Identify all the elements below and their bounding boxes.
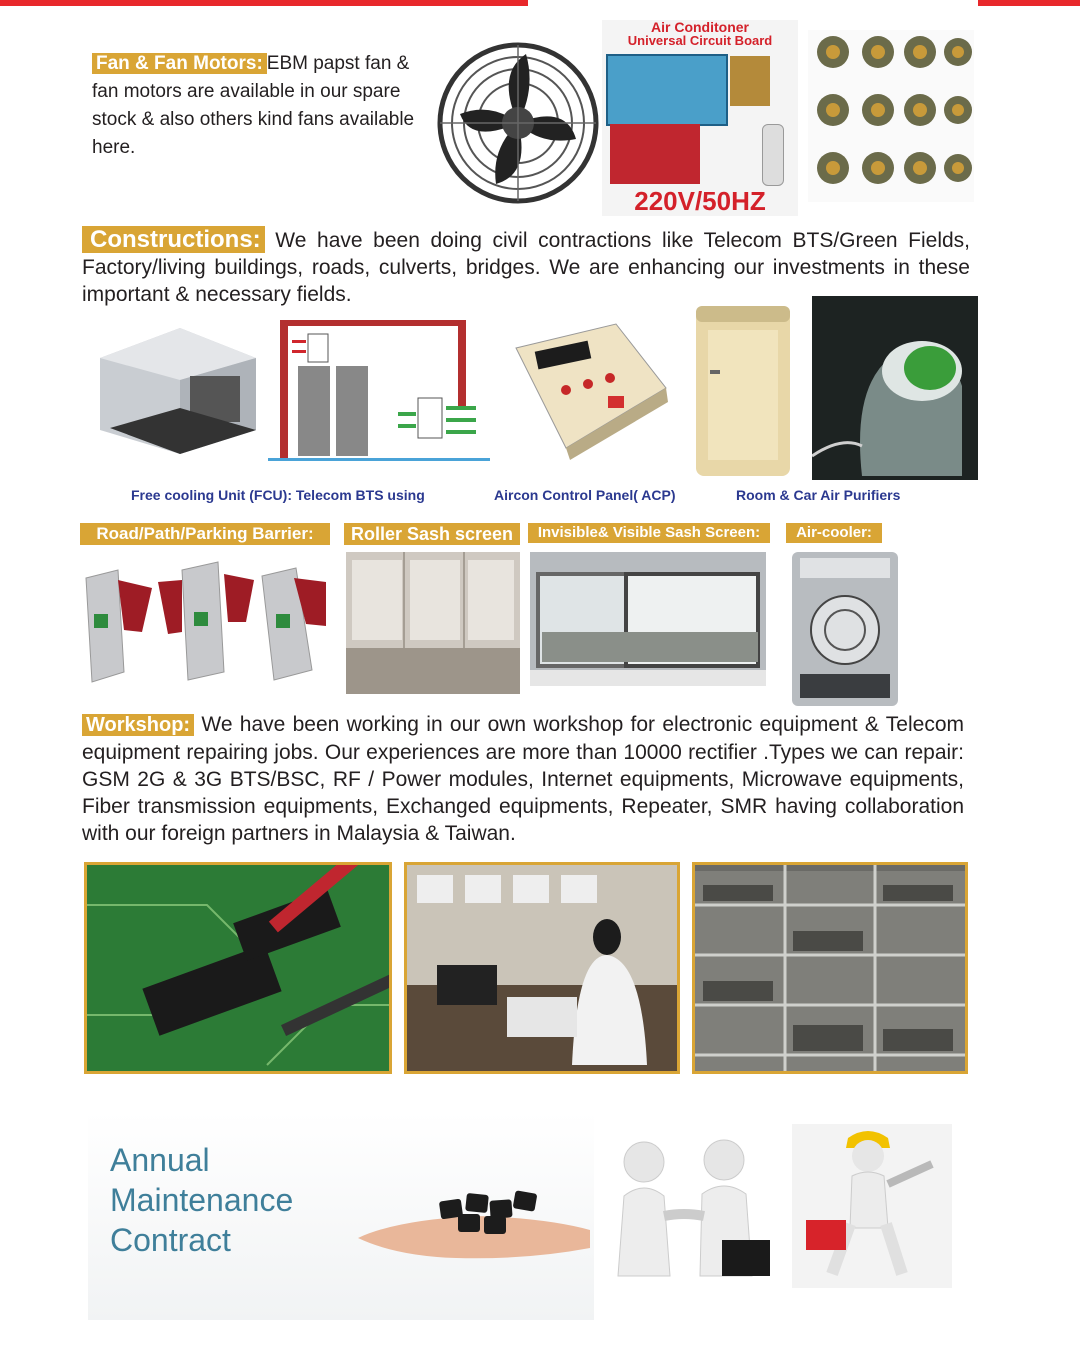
board-voltage: 220V/50HZ xyxy=(634,186,766,216)
amc-banner xyxy=(88,1112,594,1320)
fan-heading: Fan & Fan Motors: xyxy=(92,53,267,74)
fan-paragraph xyxy=(92,50,432,162)
board-title-line2: Universal Circuit Board xyxy=(627,33,773,48)
amc-line3: Contract xyxy=(110,1222,231,1258)
constructions-text: We have been doing civil contractions like Telecom BTS/Green Fields, Factory/living buildings, roads, culverts, bridges. We are enhancing our investments in these important & necessary fields. xyxy=(82,229,970,306)
tag-barrier: Road/Path/Parking Barrier: xyxy=(80,523,330,545)
turnstile-barrier-image xyxy=(78,552,326,686)
handshake-figures-image xyxy=(604,1136,772,1284)
board-box xyxy=(606,54,728,126)
top-accent-bar-left xyxy=(0,0,528,6)
caption-purifier: Room & Car Air Purifiers xyxy=(736,487,901,503)
workshop-text: We have been working in our own workshop for electronic equipment & Telecom equipment repairing jobs. Our experiences are more than 10000 rectifier .Types we can repair: GSM 2G & 3G BTS/BSC, RF / Power modules, Internet equipments, Microwave equipments, Fiber transmission equipments, Exchanged equipments, Repeater, SMR having collaboration with our foreign partners in Malaysia & Taiwan. xyxy=(82,713,964,845)
tag-aircooler: Air-cooler: xyxy=(786,523,882,543)
technician-workshop-photo xyxy=(404,862,680,1074)
air-cooler-image xyxy=(790,550,900,708)
ac-circuit-board-image xyxy=(602,20,798,216)
fan-motors-image xyxy=(808,30,974,202)
transformer xyxy=(730,56,770,106)
caption-fcu: Free cooling Unit (FCU): Telecom BTS using xyxy=(131,487,425,503)
fcu-diagram-image xyxy=(268,318,490,464)
car-air-purifier-image xyxy=(812,296,978,480)
top-accent-bar-right xyxy=(978,0,1080,6)
tag-roller-sash: Roller Sash screen xyxy=(344,523,520,545)
fan-text: EBM papst fan & fan motors are available in our spare stock & also others kind fans available here. xyxy=(92,53,415,158)
remote-control xyxy=(762,124,784,186)
tag-invisible-sash: Invisible& Visible Sash Screen: xyxy=(528,523,770,543)
aircon-control-panel-image xyxy=(496,318,674,462)
axial-fan-image xyxy=(436,34,600,212)
pcb-repair-photo xyxy=(84,862,392,1074)
workshop-heading: Workshop: xyxy=(82,714,194,736)
board-title-line1: Air Conditoner xyxy=(651,20,749,35)
pcb-red xyxy=(610,124,700,184)
fcu-unit-image xyxy=(90,318,262,458)
roller-sash-image xyxy=(346,552,520,694)
amc-line2: Maintenance xyxy=(110,1182,294,1218)
hand-with-keys-image xyxy=(356,1186,592,1266)
worker-with-toolbox-image xyxy=(792,1124,952,1288)
window-sash-image xyxy=(530,552,766,686)
amc-line1: Annual xyxy=(110,1142,210,1178)
air-purifier-image xyxy=(688,300,798,480)
caption-acp: Aircon Control Panel( ACP) xyxy=(494,487,676,503)
workshop-paragraph xyxy=(82,711,964,847)
spare-parts-shelf-photo xyxy=(692,862,968,1074)
constructions-heading: Constructions: xyxy=(82,226,265,253)
